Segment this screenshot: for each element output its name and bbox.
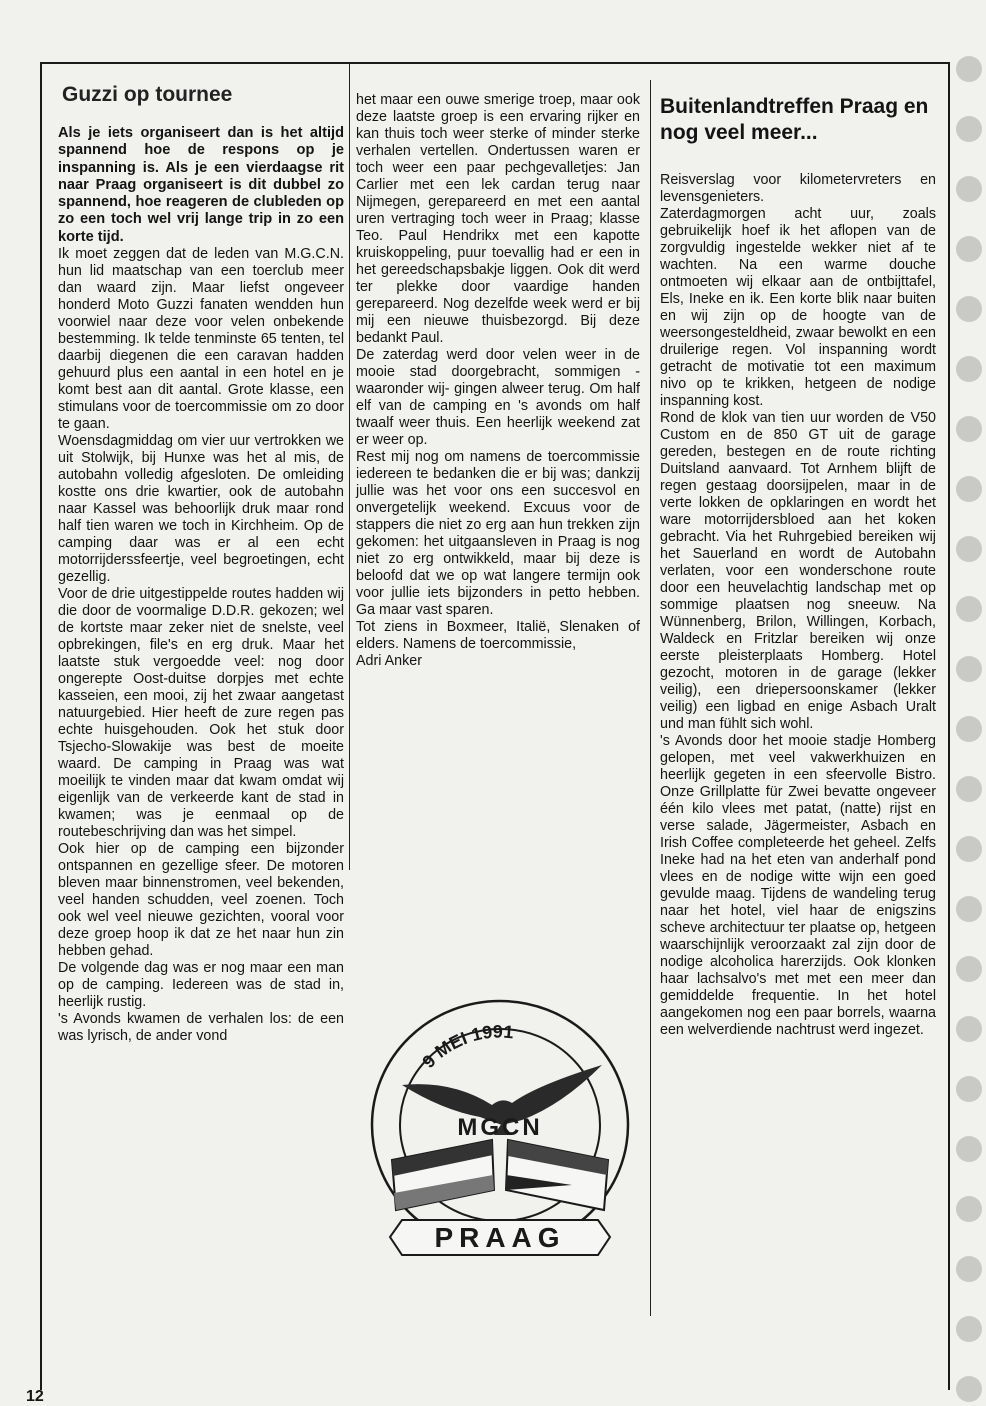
page-number: 12 (26, 1388, 44, 1405)
binder-hole (956, 1196, 982, 1222)
right-column (660, 94, 936, 1039)
mgcn-praag-logo (362, 985, 638, 1285)
binder-hole (956, 176, 982, 202)
flag-left-icon (392, 1140, 494, 1210)
paragraph: het maar een ouwe smerige troep, maar ook deze laatste groep is een ervaring rijker en kan thuis toch weer sterke of minder sterke verhalen vertellen. Ondertussen waren er toch weer een paar pechgevalletjes: Jan Carlier met een lek cardan terug naar Nijmegen, gerepareerd en met een aantal uren vertraging toch weer in Praag; klasse Teo. Paul Hendrikx met een kapotte kruiskoppeling, puur toevallig had er een in het gereedschapsbakje liggen. Ook dit werd ter plekke door vaardige handen gerepareerd. Nog dezelfde week werd er bij mij een nieuwe thuisbezorgd. Bij deze bedankt Paul. (356, 92, 640, 346)
binder-hole (956, 476, 982, 502)
paragraph: Rest mij nog om namens de toercommissie iedereen te bedanken die er bij was; dankzij jullie was het voor ons een succesvol en onvergetelijk weekend. Excuus voor de stappers die niet zo erg aan hun trekken zijn gekomen: het uitgaansleven in Praag is nog niet zo erg ontwikkeld, maar bij deze is beloofd dat we op wat langere termijn ook voor jullie iets bijzonders in petto hebben. Ga maar vast sparen. (356, 449, 640, 618)
binder-hole (956, 896, 982, 922)
binder-hole (956, 836, 982, 862)
binder-hole (956, 956, 982, 982)
binder-hole (956, 356, 982, 382)
binder-hole (956, 776, 982, 802)
binder-hole (956, 1256, 982, 1282)
binder-hole (956, 1316, 982, 1342)
binder-hole (956, 1136, 982, 1162)
binder-hole (956, 656, 982, 682)
signature: Adri Anker (356, 653, 422, 669)
binder-hole (956, 236, 982, 262)
paragraph: Ik moet zeggen dat de leden van M.G.C.N. hun lid maatschap van een toerclub meer dan waard zijn. Maar liefst ongeveer honderd Moto Guzzi fanaten wendden hun voorwiel naar deze voor velen onbekende bestemming. Ik telde tenminste 65 tenten, tel daarbij diegenen die een caravan hadden gehuurd plus een aantal in een hotel en je komt best aan dit aantal. Grote klasse, een stimulans voor de toercommissie om zo door te gaan. (58, 246, 344, 433)
article-lead: Als je iets organiseert dan is het altijd spannend hoe de respons op je inspanning is. Als je een vierdaagse rit naar Praag organiseert is dit dubbel zo spannend, hoe reageren de clubleden op zo een toch wel vrij lange trip in zo een korte tijd. (58, 125, 344, 245)
paragraph: Reisverslag voor kilometervreters en levensgenieters. (660, 172, 936, 205)
paragraph: 's Avonds kwamen de verhalen los: de een was lyrisch, de ander vond (58, 1011, 344, 1045)
logo-club: MGCN (457, 1114, 543, 1141)
paragraph: 's Avonds door het mooie stadje Homberg gelopen, met veel vakwerkhuizen en heerlijk gegeten in een sfeervolle Bistro. Onze Grillplatte für Zwei bevatte ongeveer één kilo vlees met patat, (natte) rijst en verse salade, Jägermeister, Asbach en Irish Coffee completeerde het geheel. Zelfs Ineke had na het eten van anderhalf pond vlees en de nodige witte wijn een goed gevulde maag. Tijdens de wandeling terug naar het hotel, viel haar de enigszins scheve architectuur ter plaatse op, hetgeen waarschijnlijk veroorzaakt zal zijn door de nodige alcoholica harerzijds. Ook klonken haar lachsalvo's met met een meer dan gemiddelde frequentie. In het hotel aangekomen nog een paar borrels, waarna een welverdiende nachtrust werd ingezet. (660, 733, 936, 1038)
binder-hole (956, 536, 982, 562)
binder-hole (956, 56, 982, 82)
paragraph: Zaterdagmorgen acht uur, zoals gebruikelijk hoef ik het aflopen van de zorgvuldig ingestelde wekker niet af te wachten. Na een warme douche ontmoeten wij elkaar aan de ontbijttafel, Els, Ineke en ik. Een korte blik naar buiten en wij zijn op de hoogte van de weersongesteldheid, zwaar bewolkt en een druilerige regen. Vol inspanning wordt getracht de motivatie tot een maximum nivo op te krikken, hetgeen de nodige inspanning kost. (660, 206, 936, 409)
article-title-guzzi: Guzzi op tournee (62, 83, 233, 106)
paragraph: Woensdagmiddag om vier uur vertrokken we uit Stolwijk, bij Hunxe was het al mis, de autobahn volledig afgesloten. De omleiding kostte ons drie kwartier, ook de autobahn naar Kassel was behoorlijk druk maar rond half tien waren we toch in Kirchheim. Op de camping daar was er al een echt motorrijderssfeertje, veel begroetingen, echt gezellig. (58, 433, 344, 586)
logo-date: 9 MEI 1991 (418, 1021, 515, 1072)
left-column (58, 80, 344, 1045)
binder-hole (956, 416, 982, 442)
paragraph: Ook hier op de camping een bijzonder ontspannen en gezellige sfeer. De motoren bleven maar binnenstromen, veel bekenden, veel handen schudden, veel zoenen. Toch ook wel veel nieuwe gezichten, vooral voor deze groep hoop ik dat ze het naar hun zin hebben gehad. (58, 841, 344, 960)
binder-hole (956, 1376, 982, 1402)
binder-holes (946, 40, 986, 1402)
binder-hole (956, 296, 982, 322)
paragraph: Tot ziens in Boxmeer, Italië, Slenaken of elders. Namens de toercommissie, (356, 619, 640, 652)
flag-right-icon (506, 1140, 608, 1210)
binder-hole (956, 116, 982, 142)
logo-city: PRAAG (434, 1222, 566, 1253)
article-title-buitenland: Buitenlandtreffen Praag en nog veel meer... (660, 95, 929, 144)
column-divider-right (650, 80, 651, 1316)
paragraph: De volgende dag was er nog maar een man op de camping. Iedereen was de stad in, heerlijk rustig. (58, 960, 344, 1011)
paragraph: Rond de klok van tien uur worden de V50 Custom en de 850 GT uit de garage gereden, bestegen en de route richting Duitsland aanvaard. Tot Arnhem blijft de regen gestaag doorsijpelen, maar in de verte lokken de opklaringen en wordt het ware motorrijdersbloed aan het koken gebracht. Via het Ruhrgebied bereiken wij het Sauerland en wordt de Autobahn verlaten, voor een wonderschone route door een heuvelachtig landschap met op sommige plaatsen nog sneeuw. Na Wünnenberg, Brilon, Willingen, Korbach, Waldeck en Fritzlar bereiken wij onze eerste pleisterplaats Homberg. Hotel gezocht, motoren in de garage (lekker veilig), een driepersoonskamer (lekker veilig) een ligbad en enige Asbach Uralt und man fühlt sich wohl. (660, 410, 936, 732)
paragraph: Voor de drie uitgestippelde routes hadden wij die door de voormalige D.D.R. gekozen; wel de kortste maar zeker niet de snelste, veel opbrekingen, file's en erg druk. Maar het laatste stuk vergoedde veel: nog door ongerepte Oost-duitse dorpjes met echte kasseien, een mooi, zij het zwaar aangetast natuurgebied. Hier heeft de zure regen pas echte huisgehouden. Ook het stuk door Tsjecho-Slowakije was best de moeite waard. De camping in Praag was wat moeilijk te vinden maar dat kwam omdat wij eigenlijk van de verkeerde kant de stad in kwamen; was je eenmaal op de routebeschrijving dan was het simpel. (58, 586, 344, 841)
binder-hole (956, 716, 982, 742)
binder-hole (956, 596, 982, 622)
binder-hole (956, 1016, 982, 1042)
middle-column (356, 92, 640, 670)
paragraph: De zaterdag werd door velen weer in de mooie stad doorgebracht, sommigen -waaronder wij- gingen alweer terug. Om half elf van de camping en 's avonds om half twaalf weer thuis. Een heerlijk weekend zat er weer op. (356, 347, 640, 448)
binder-hole (956, 1076, 982, 1102)
column-divider-left (349, 64, 350, 870)
